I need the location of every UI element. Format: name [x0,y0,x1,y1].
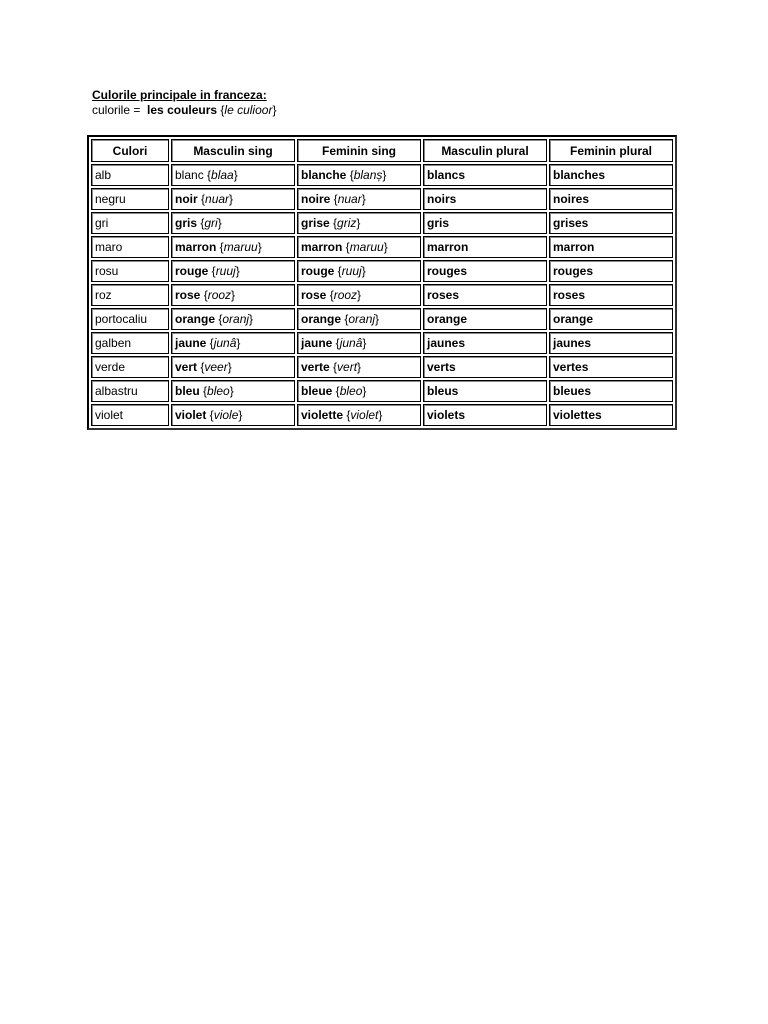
cell-romanian [91,284,169,306]
table-body [91,164,673,426]
masculin-plural-word: jaunes [427,336,466,350]
feminin-sing-word: rose [301,288,327,302]
cell-masculin-plural [423,164,547,186]
cell-romanian [91,236,169,258]
cell-feminin-sing: jaune {junâ} [297,332,421,354]
heading-block [92,88,276,118]
feminin-sing-word: jaune [301,336,333,350]
feminin-sing-word: violette [301,408,344,422]
cell-feminin-plural [549,332,673,354]
cell-romanian [91,332,169,354]
masculin-plural-word: violets [427,408,466,422]
masculin-sing-word: violet [175,408,207,422]
masculin-sing-word: gris [175,216,198,230]
masculin-sing-pronunciation: junâ [213,336,237,350]
cell-romanian [91,260,169,282]
cell-masculin-sing: blanc {blaa} [171,164,295,186]
cell-masculin-plural [423,308,547,330]
cell-feminin-sing: marron {maruu} [297,236,421,258]
table-row [91,164,673,186]
masculin-plural-word: bleus [427,384,459,398]
feminin-plural-word: noires [553,192,590,206]
cell-masculin-sing: vert {veer} [171,356,295,378]
masculin-plural-word: noirs [427,192,457,206]
subtitle-word: les couleurs [147,103,218,117]
table-row [91,356,673,378]
cell-masculin-sing: bleu {bleo} [171,380,295,402]
cell-feminin-sing: orange {oranj} [297,308,421,330]
table-row [91,284,673,306]
romanian-word: galben [95,336,132,350]
feminin-sing-pronunciation: griz [337,216,357,230]
cell-feminin-sing: verte {vert} [297,356,421,378]
masculin-sing-word: vert [175,360,198,374]
colors-table [87,135,677,430]
cell-romanian [91,212,169,234]
table-row [91,260,673,282]
cell-masculin-plural [423,188,547,210]
feminin-sing-word: bleue [301,384,333,398]
cell-romanian [91,380,169,402]
masculin-plural-word: roses [427,288,460,302]
table-row [91,236,673,258]
table-row [91,332,673,354]
cell-feminin-plural [549,164,673,186]
masculin-sing-pronunciation: veer [204,360,228,374]
masculin-sing-word: bleu [175,384,200,398]
cell-masculin-sing: rose {rooz} [171,284,295,306]
feminin-sing-word: grise [301,216,330,230]
feminin-plural-word: rouges [553,264,594,278]
masculin-sing-pronunciation: oranj [222,312,250,326]
cell-feminin-plural [549,284,673,306]
feminin-sing-pronunciation: violet [350,408,379,422]
feminin-sing-word: orange [301,312,342,326]
masculin-sing-word: marron [175,240,217,254]
cell-masculin-plural [423,236,547,258]
cell-feminin-plural [549,236,673,258]
cell-masculin-plural [423,404,547,426]
masculin-sing-pronunciation: rooz [207,288,232,302]
romanian-word: violet [95,408,124,422]
masculin-plural-word: marron [427,240,469,254]
cell-masculin-plural [423,380,547,402]
masculin-sing-word: jaune [175,336,207,350]
feminin-sing-pronunciation: oranj [348,312,376,326]
romanian-word: rosu [95,264,119,278]
masculin-sing-pronunciation: nuar [205,192,230,206]
cell-romanian [91,308,169,330]
cell-romanian [91,188,169,210]
table-header-row [91,139,673,162]
cell-masculin-sing: violet {viole} [171,404,295,426]
masculin-plural-word: verts [427,360,456,374]
cell-masculin-sing: noir {nuar} [171,188,295,210]
table-row [91,404,673,426]
masculin-sing-pronunciation: maruu [223,240,258,254]
feminin-sing-pronunciation: rooz [333,288,358,302]
header-masculin-sing: Masculin sing [171,139,295,162]
cell-romanian [91,164,169,186]
cell-feminin-plural [549,260,673,282]
feminin-sing-word: blanche [301,168,347,182]
cell-masculin-plural [423,284,547,306]
cell-feminin-plural [549,212,673,234]
cell-romanian [91,404,169,426]
feminin-sing-pronunciation: maruu [349,240,384,254]
cell-masculin-plural [423,356,547,378]
masculin-sing-pronunciation: viole [213,408,239,422]
cell-feminin-plural [549,308,673,330]
masculin-sing-word: blanc [175,168,204,182]
header-culori: Culori [91,139,169,162]
masculin-plural-word: orange [427,312,468,326]
feminin-plural-word: grises [553,216,589,230]
subtitle-pronunciation: le culioor [224,103,273,117]
subtitle: culorile = les couleurs {le culioor} [92,103,277,117]
cell-feminin-sing: rouge {ruuj} [297,260,421,282]
cell-romanian [91,356,169,378]
masculin-sing-word: noir [175,192,198,206]
subtitle-prefix: culorile = [92,103,144,117]
feminin-plural-word: marron [553,240,595,254]
romanian-word: gri [95,216,109,230]
cell-masculin-plural [423,260,547,282]
cell-feminin-sing: grise {griz} [297,212,421,234]
cell-masculin-sing: jaune {junâ} [171,332,295,354]
feminin-sing-pronunciation: ruuj [341,264,362,278]
cell-feminin-sing: noire {nuar} [297,188,421,210]
masculin-sing-word: rouge [175,264,209,278]
cell-masculin-plural [423,212,547,234]
feminin-sing-word: verte [301,360,330,374]
masculin-sing-pronunciation: gri [204,216,218,230]
cell-feminin-plural [549,356,673,378]
romanian-word: verde [95,360,126,374]
feminin-plural-word: bleues [553,384,592,398]
table-row [91,188,673,210]
table-row [91,308,673,330]
feminin-sing-word: noire [301,192,331,206]
header-masculin-plural: Masculin plural [423,139,547,162]
table-row [91,380,673,402]
romanian-word: albastru [95,384,138,398]
feminin-sing-word: rouge [301,264,335,278]
cell-feminin-plural [549,404,673,426]
feminin-sing-pronunciation: blanș [353,168,383,182]
masculin-sing-word: orange [175,312,216,326]
cell-masculin-sing: gris {gri} [171,212,295,234]
cell-masculin-sing: rouge {ruuj} [171,260,295,282]
cell-masculin-sing: marron {maruu} [171,236,295,258]
feminin-plural-word: vertes [553,360,589,374]
feminin-sing-pronunciation: bleo [339,384,363,398]
feminin-sing-pronunciation: nuar [337,192,362,206]
feminin-sing-word: marron [301,240,343,254]
page-title: Culorile principale in franceza: [92,88,267,102]
feminin-plural-word: blanches [553,168,606,182]
feminin-sing-pronunciation: vert [337,360,358,374]
feminin-plural-word: jaunes [553,336,592,350]
cell-feminin-sing: violette {violet} [297,404,421,426]
masculin-sing-pronunciation: ruuj [215,264,236,278]
header-feminin-plural: Feminin plural [549,139,673,162]
masculin-sing-pronunciation: bleo [207,384,230,398]
romanian-word: portocaliu [95,312,148,326]
cell-feminin-plural [549,188,673,210]
masculin-plural-word: rouges [427,264,468,278]
masculin-sing-word: rose [175,288,201,302]
header-feminin-sing: Feminin sing [297,139,421,162]
masculin-plural-word: gris [427,216,450,230]
cell-feminin-plural [549,380,673,402]
romanian-word: roz [95,288,112,302]
table-row [91,212,673,234]
romanian-word: maro [95,240,123,254]
feminin-plural-word: violettes [553,408,602,422]
romanian-word: alb [95,168,112,182]
cell-feminin-sing: bleue {bleo} [297,380,421,402]
feminin-sing-pronunciation: junâ [339,336,363,350]
masculin-plural-word: blancs [427,168,466,182]
cell-masculin-plural [423,332,547,354]
feminin-plural-word: roses [553,288,586,302]
cell-feminin-sing: rose {rooz} [297,284,421,306]
cell-masculin-sing: orange {oranj} [171,308,295,330]
masculin-sing-pronunciation: blaa [211,168,234,182]
feminin-plural-word: orange [553,312,594,326]
romanian-word: negru [95,192,126,206]
cell-feminin-sing: blanche {blanș} [297,164,421,186]
